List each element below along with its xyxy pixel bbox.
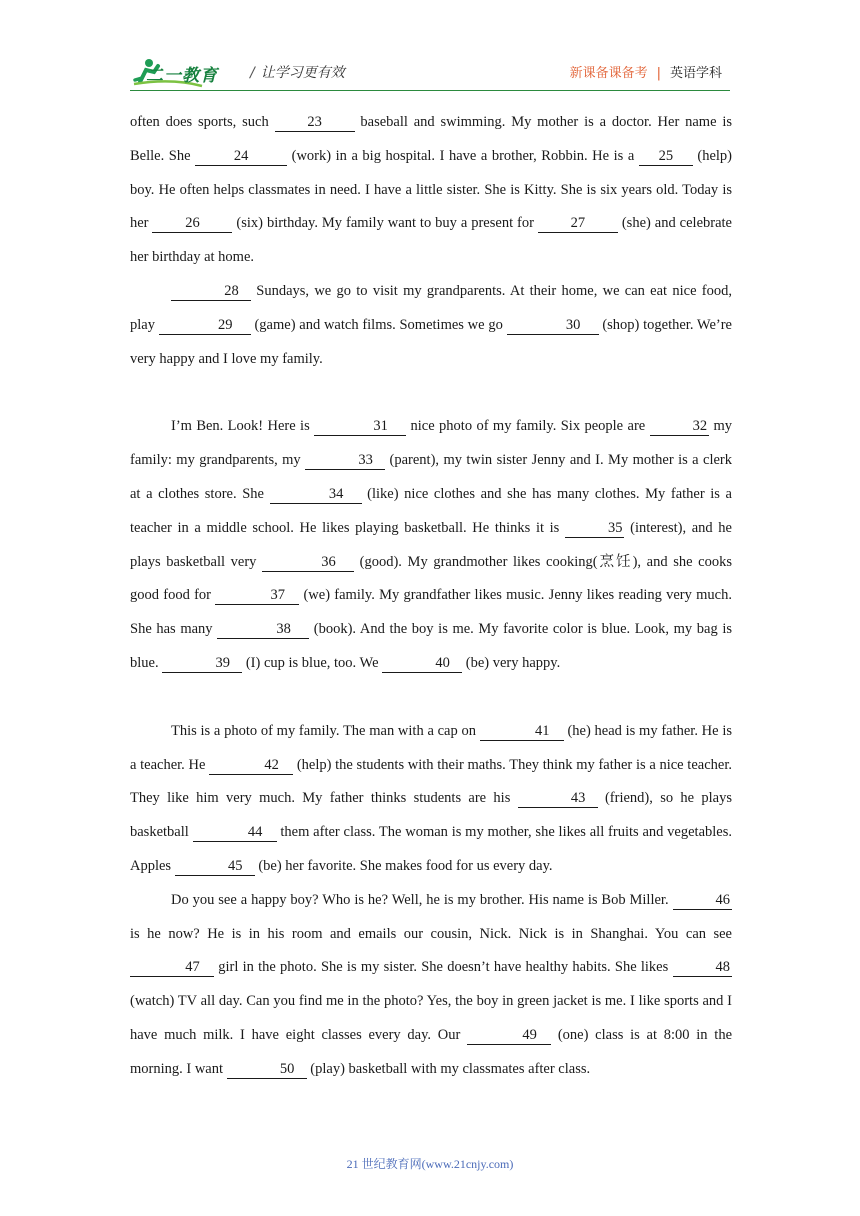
text-run: (game) and watch films. Sometimes we go — [250, 316, 507, 333]
blank-40[interactable]: 40 — [382, 654, 462, 673]
text-run: (like) nice clothes and she has many clothes. My father is a teacher in a middle school. He likes playing basketball. He thinks it is — [130, 485, 732, 536]
blank-26[interactable]: 26 — [152, 214, 232, 233]
logo-text: 二一教育 — [146, 66, 218, 86]
blank-31[interactable]: 31 — [314, 417, 406, 436]
blank-29[interactable]: 29 — [159, 316, 251, 335]
blank-48[interactable]: 48 — [673, 958, 733, 977]
blank-23[interactable]: 23 — [275, 113, 355, 132]
blank-25[interactable]: 25 — [639, 147, 693, 166]
header-rule — [130, 90, 730, 91]
blank-35[interactable]: 35 — [565, 519, 625, 538]
paragraph — [130, 106, 732, 275]
text-run: (work) in a big hospital. I have a brother, Robbin. He is a — [287, 147, 639, 164]
blank-38[interactable]: 38 — [217, 620, 309, 639]
text-run: (be) her favorite. She makes food for us every day. — [254, 857, 553, 874]
text-run: (six) birthday. My family want to buy a present for — [232, 215, 538, 232]
text-run: I’m Ben. Look! Here is — [171, 418, 315, 435]
text-run: Sundays, we go to visit my grandparents. At their home, we can eat nice food, play — [130, 282, 732, 333]
text-run: (play) basketball with my classmates after class. — [306, 1060, 591, 1077]
blank-45[interactable]: 45 — [175, 857, 255, 876]
text-run: them after class. The woman is my mother, she likes all fruits and vegetables. Apples — [130, 824, 732, 874]
document-body — [130, 106, 732, 1087]
text-run: (she) and celebrate her birthday at home. — [130, 215, 732, 266]
page-footer: 21 世纪教育网(www.21cnjy.com) — [346, 1157, 514, 1171]
slogan: / 让学习更有效 — [250, 65, 345, 81]
blank-30[interactable]: 30 — [507, 316, 599, 335]
paragraph — [130, 410, 732, 680]
blank-32[interactable]: 32 — [650, 417, 710, 436]
blank-42[interactable]: 42 — [209, 756, 293, 775]
header-subject: 英语学科 — [669, 66, 722, 81]
blank-34[interactable]: 34 — [270, 485, 362, 504]
text-run: my family: my grandparents, my — [130, 418, 733, 469]
text-run: baseball and swimming. My mother is a doctor. Her name is Belle. She — [130, 114, 733, 164]
text-run: nice photo of my family. Six people are — [406, 418, 650, 435]
text-run: (parent), my twin sister Jenny and I. My mother is a clerk at a clothes store. She — [130, 452, 732, 502]
blank-37[interactable]: 37 — [215, 586, 299, 605]
blank-49[interactable]: 49 — [467, 1026, 551, 1045]
blank-43[interactable]: 43 — [518, 789, 598, 808]
header-separator: | — [656, 66, 661, 81]
text-run: (friend), so he plays basketball — [130, 790, 733, 841]
text-run: (we) family. My grandfather likes music. Jenny likes reading very much. She has many — [130, 587, 732, 638]
text-run: girl in the photo. She is my sister. She doesn’t have healthy habits. She likes — [214, 959, 673, 976]
blank-46[interactable]: 46 — [673, 891, 733, 910]
text-run: (book). And the boy is me. My favorite color is blue. Look, my bag is blue. — [130, 621, 732, 671]
text-run: (good). My grandmother likes cooking(烹饪), and she cooks good food for — [130, 553, 732, 604]
blank-47[interactable]: 47 — [130, 958, 214, 977]
text-run: (interest), and he plays basketball very — [130, 519, 732, 570]
text-run: (I) cup is blue, too. We — [242, 654, 383, 671]
blank-36[interactable]: 36 — [262, 553, 354, 572]
text-run: (one) class is at 8:00 in the morning. I want — [130, 1026, 733, 1077]
page-header — [0, 0, 860, 96]
header-course-label: 新课备课备考 — [569, 66, 648, 81]
paragraph — [130, 884, 732, 1087]
text-run: is he now? He is in his room and emails our cousin, Nick. Nick is in Shanghai. You can see — [130, 925, 732, 942]
blank-50[interactable]: 50 — [227, 1060, 307, 1079]
text-run: (watch) TV all day. Can you find me in the photo? Yes, the boy in green jacket is me. I like sports and I have much milk. I have eight classes every day. Our — [130, 993, 732, 1043]
blank-41[interactable]: 41 — [480, 722, 564, 741]
blank-28[interactable]: 28 — [171, 282, 251, 301]
text-run: This is a photo of my family. The man with a cap on — [171, 722, 480, 739]
text-run: (be) very happy. — [462, 654, 561, 671]
blank-44[interactable]: 44 — [193, 823, 277, 842]
passage-gap — [130, 681, 732, 715]
paragraph — [130, 715, 732, 884]
text-run: often does sports, such — [130, 114, 275, 130]
text-run: Do you see a happy boy? Who is he? Well, he is my brother. His name is Bob Miller. — [171, 891, 673, 908]
header-right — [570, 62, 722, 81]
blank-27[interactable]: 27 — [538, 214, 618, 233]
text-run: (shop) together. We’re very happy and I love my family. — [130, 316, 732, 367]
text-run: (help) boy. He often helps classmates in need. I have a little sister. She is Kitty. She is six years old. Today is her — [130, 147, 732, 232]
paragraph — [130, 275, 732, 376]
text-run: (help) the students with their maths. They think my father is a nice teacher. They like him very much. My father thinks students are his — [130, 756, 732, 807]
blank-33[interactable]: 33 — [305, 451, 385, 470]
passage-gap — [130, 376, 732, 410]
blank-39[interactable]: 39 — [162, 654, 242, 673]
blank-24[interactable]: 24 — [195, 147, 287, 166]
text-run: (he) head is my father. He is a teacher. He — [130, 722, 732, 773]
